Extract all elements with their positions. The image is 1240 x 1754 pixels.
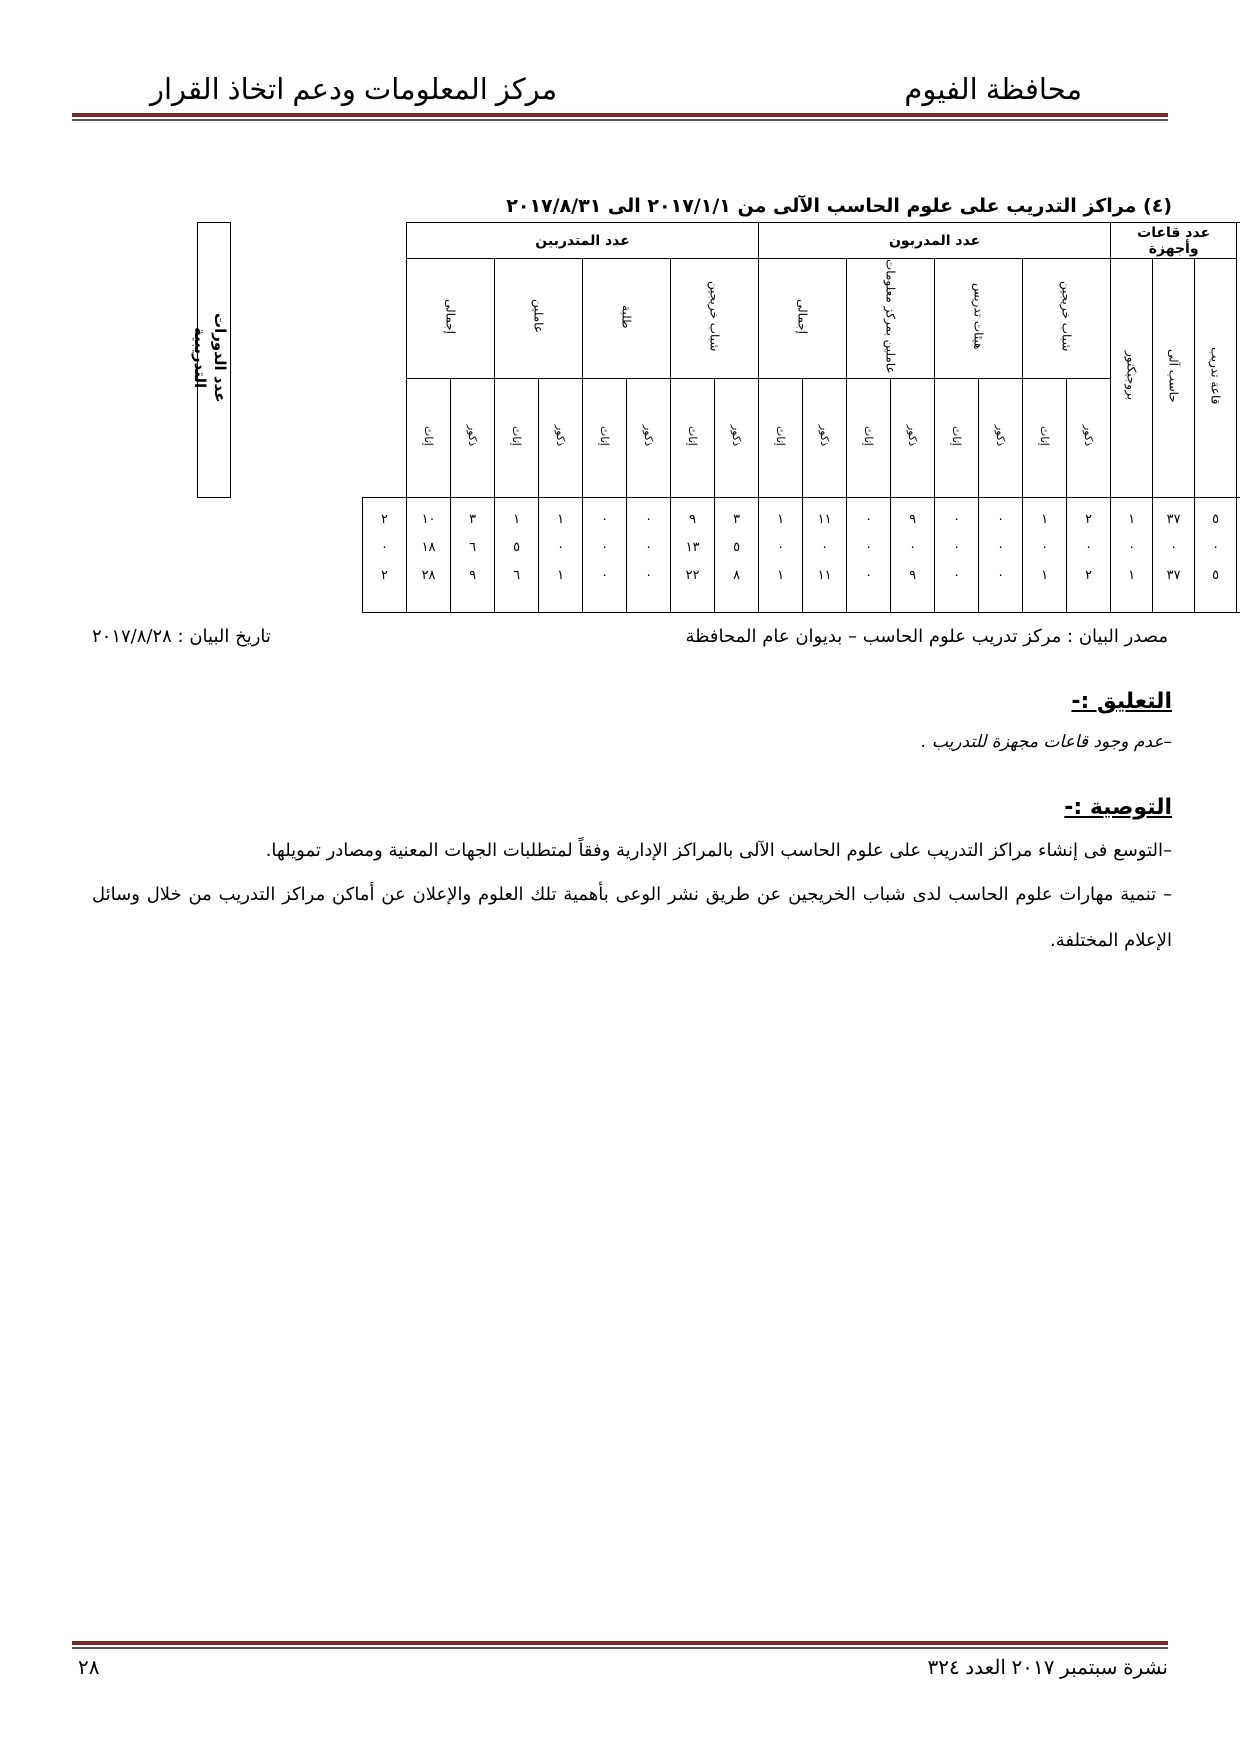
col-center-name (1237, 223, 1240, 498)
data-column-cell (671, 497, 715, 612)
footer-rule-thin (72, 1647, 1168, 1649)
gender-female: إناث (671, 378, 715, 497)
gender-male: ذكور (803, 378, 847, 497)
gender-male: ذكور (891, 378, 935, 497)
table-value: ١٣ (685, 539, 700, 555)
page-number: ٢٨ (78, 1657, 100, 1679)
table-value: ١ (557, 511, 565, 527)
table-value: ٥ (513, 539, 521, 555)
table-value: ٠ (909, 539, 917, 555)
table-value: ٠ (997, 511, 1005, 527)
col-projector: بروجيكتور (1111, 259, 1153, 498)
trainees-workers: عاملين (495, 259, 583, 379)
table-value: ٣٧ (1166, 567, 1181, 583)
trainers-total: إجمالى (759, 259, 847, 379)
data-column-cell (495, 497, 539, 612)
table-value: ٢٢ (685, 567, 700, 583)
table-body-row (48, 497, 1240, 612)
center-name-cell (1237, 497, 1240, 612)
table-value: ٢ (381, 511, 388, 527)
gender-female: إناث (1023, 378, 1067, 497)
header-rule (72, 113, 1168, 117)
training-centers-table (47, 222, 1240, 613)
table-value: ٢ (1085, 511, 1093, 527)
gender-female: إناث (583, 378, 627, 497)
table-value: ٦ (469, 539, 477, 555)
data-column-cell (583, 497, 627, 612)
footer-issue: نشرة سبتمبر ٢٠١٧ العدد ٣٢٤ (927, 1657, 1168, 1679)
table-value: ٠ (821, 539, 829, 555)
table-value: ٩ (469, 567, 477, 583)
table-value: ٥ (1212, 567, 1220, 583)
gender-female: إناث (407, 378, 451, 497)
gender-male: ذكور (715, 378, 759, 497)
data-column-cell (407, 497, 451, 612)
table-value: ١ (777, 511, 785, 527)
gender-female: إناث (759, 378, 803, 497)
table-value: ٠ (865, 511, 873, 527)
table-value: ٠ (997, 539, 1005, 555)
col-hall: قاعة تدريب (1195, 259, 1237, 498)
table-value: ٣ (733, 511, 741, 527)
table-value: ٩ (689, 511, 697, 527)
header-center: مركز المعلومات ودعم اتخاذ القرار (150, 74, 558, 106)
table-value: ١ (1041, 511, 1049, 527)
gender-male: ذكور (979, 378, 1023, 497)
table-value: ٥ (733, 539, 741, 555)
table-value: ٠ (557, 539, 565, 555)
trainers-info-staff: عاملين بمركز معلومات (847, 259, 935, 379)
table-value: ٦ (513, 567, 521, 583)
table-value: ٠ (601, 567, 609, 583)
data-column-cell (1023, 497, 1067, 612)
table-value: ٠ (777, 539, 785, 555)
recommendation-1: –التوسع فى إنشاء مراكز التدريب على علوم الحاسب الآلى بالمراكز الإدارية وفقاً لمتطلبات الجهات المعنية ومصادر تمويلها. (265, 840, 1172, 861)
data-column-cell (1195, 497, 1237, 612)
header-rule-thin (72, 119, 1168, 121)
data-date: تاريخ البيان : ٢٠١٧/٨/٢٨ (92, 626, 271, 647)
data-column-cell (539, 497, 583, 612)
data-column-cell (803, 497, 847, 612)
header-governorate: محافظة الفيوم (904, 74, 1082, 106)
gender-female: إناث (495, 378, 539, 497)
footer-rule (72, 1641, 1168, 1645)
table-value: ١٨ (421, 539, 436, 555)
table-value: ١ (557, 567, 565, 583)
table-value: ٠ (1128, 539, 1136, 555)
trainees-students: طلبة (583, 259, 671, 379)
data-column-cell (935, 497, 979, 612)
table-value: ٠ (645, 567, 653, 583)
table-value: ١ (1128, 511, 1136, 527)
table-value: ٢ (381, 567, 388, 583)
table-value: ١ (513, 511, 521, 527)
table-value: ١ (777, 567, 785, 583)
table-value: ٠ (601, 539, 609, 555)
table-value: ٠ (601, 511, 609, 527)
data-column-cell (715, 497, 759, 612)
data-column-cell (979, 497, 1023, 612)
gender-male: ذكور (539, 378, 583, 497)
recommendation-2: – تنمية مهارات علوم الحاسب لدى شباب الخريجين عن طريق نشر الوعى بأهمية تلك العلوم والإعلان عن أماكن مراكز التدريب من خلال وسائل الإعلام المختلفة. (92, 884, 1172, 951)
data-column-cell (1067, 497, 1111, 612)
data-source: مصدر البيان : مركز تدريب علوم الحاسب – بديوان عام المحافظة (685, 626, 1168, 647)
data-column-cell (759, 497, 803, 612)
data-column-cell (363, 497, 407, 612)
table-value: ١١ (817, 511, 832, 527)
data-column-cell (1153, 497, 1195, 612)
comment-heading: التعليق :- (1071, 689, 1172, 714)
gender-female: إناث (935, 378, 979, 497)
table-value: ٠ (997, 567, 1005, 583)
table-value: ٠ (645, 539, 653, 555)
trainers-graduates: شباب خريجين (1023, 259, 1111, 379)
gender-male: ذكور (1067, 378, 1111, 497)
table-value: ١١ (817, 567, 832, 583)
table-title: (٤) مراكز التدريب على علوم الحاسب الآلى من ٢٠١٧/١/١ الى ٢٠١٧/٨/٣١ (506, 195, 1172, 217)
table-value: ٠ (953, 539, 961, 555)
table-value: ٠ (1212, 539, 1220, 555)
trainees-total: إجمالى (407, 259, 495, 379)
group-trainers: عدد المدربون (759, 223, 1111, 259)
data-column-cell (847, 497, 891, 612)
trainees-graduates: شباب خريجين (671, 259, 759, 379)
table-value: ١ (1128, 567, 1136, 583)
gender-female: إناث (847, 378, 891, 497)
table-value: ٩ (909, 511, 917, 527)
data-column-cell (1111, 497, 1153, 612)
table-value: ٠ (381, 539, 388, 555)
table-value: ٣ (469, 511, 477, 527)
group-halls: عدد قاعات وأجهزة (1111, 223, 1237, 259)
trainers-faculty: هيئات تدريس (935, 259, 1023, 379)
table-value: ٠ (645, 511, 653, 527)
spacer (231, 223, 407, 259)
table-value: ٠ (865, 567, 873, 583)
table-value: ٢٨ (421, 567, 436, 583)
comment-text: –عدم وجود قاعات مجهزة للتدريب . (921, 732, 1172, 752)
table-value: ٠ (1041, 539, 1049, 555)
data-column-cell (451, 497, 495, 612)
table-value: ٠ (1085, 539, 1093, 555)
table-value: ٨ (733, 567, 741, 583)
table-value: ٠ (953, 511, 961, 527)
table-value: ٠ (1170, 539, 1178, 555)
col-computer: حاسب آلى (1153, 259, 1195, 498)
table-value: ٩ (909, 567, 917, 583)
table-value: ٠ (953, 567, 961, 583)
group-trainees: عدد المتدربين (407, 223, 759, 259)
recommendation-heading: التوصية :- (1064, 795, 1172, 820)
table-value: ٢ (1085, 567, 1093, 583)
gender-male: ذكور (451, 378, 495, 497)
table-value: ٥ (1212, 511, 1220, 527)
gender-male: ذكور (627, 378, 671, 497)
table-value: ١ (1041, 567, 1049, 583)
table-value: ٠ (865, 539, 873, 555)
table-value: ١٠ (421, 511, 436, 527)
col-courses: عدد الدورات التدريبية (198, 223, 231, 498)
data-column-cell (891, 497, 935, 612)
table-value: ٣٧ (1166, 511, 1181, 527)
data-column-cell (627, 497, 671, 612)
